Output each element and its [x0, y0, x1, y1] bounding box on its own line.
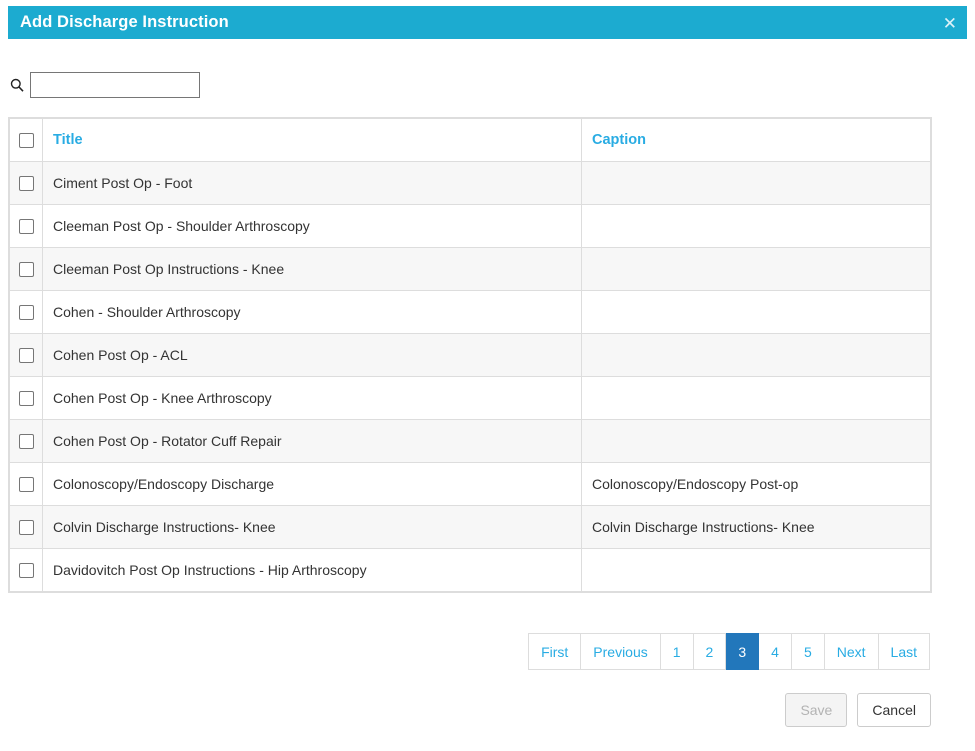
discharge-instruction-table [8, 117, 932, 593]
row-checkbox[interactable] [19, 219, 34, 234]
search-input[interactable] [30, 72, 200, 98]
row-checkbox[interactable] [19, 176, 34, 191]
table-row[interactable] [10, 334, 931, 377]
row-caption: Colonoscopy/Endoscopy Post-op [582, 463, 931, 506]
row-checkbox[interactable] [19, 262, 34, 277]
row-checkbox[interactable] [19, 563, 34, 578]
row-caption [582, 291, 931, 334]
pagination-next[interactable]: Next [825, 633, 879, 670]
column-header-caption[interactable]: Caption [582, 119, 931, 162]
row-checkbox[interactable] [19, 477, 34, 492]
pagination-page-3[interactable]: 3 [726, 633, 759, 670]
pagination-page-2[interactable]: 2 [694, 633, 727, 670]
row-title: Cohen Post Op - ACL [43, 334, 582, 377]
pagination-last[interactable]: Last [879, 633, 930, 670]
row-caption [582, 162, 931, 205]
pagination-page-5[interactable]: 5 [792, 633, 825, 670]
row-select-cell [10, 291, 43, 334]
pagination-page-4[interactable]: 4 [759, 633, 792, 670]
row-checkbox[interactable] [19, 348, 34, 363]
row-select-cell [10, 162, 43, 205]
pagination-page-1[interactable]: 1 [661, 633, 694, 670]
row-caption [582, 420, 931, 463]
select-all-header [10, 119, 43, 162]
row-select-cell [10, 549, 43, 592]
column-header-title[interactable]: Title [43, 119, 582, 162]
table-body [10, 162, 931, 592]
save-button[interactable]: Save [785, 693, 847, 727]
row-checkbox[interactable] [19, 391, 34, 406]
close-icon[interactable]: ✕ [942, 14, 957, 33]
table-row[interactable] [10, 506, 931, 549]
table-row[interactable] [10, 162, 931, 205]
page-title: Add Discharge Instruction [20, 13, 229, 31]
row-select-cell [10, 506, 43, 549]
table-row[interactable] [10, 463, 931, 506]
row-title: Cohen Post Op - Rotator Cuff Repair [43, 420, 582, 463]
row-title: Cohen Post Op - Knee Arthroscopy [43, 377, 582, 420]
row-title: Davidovitch Post Op Instructions - Hip Arthroscopy [43, 549, 582, 592]
pagination [528, 633, 930, 670]
pagination-previous[interactable]: Previous [581, 633, 660, 670]
row-title: Cleeman Post Op - Shoulder Arthroscopy [43, 205, 582, 248]
table-row[interactable] [10, 420, 931, 463]
row-select-cell [10, 334, 43, 377]
row-caption [582, 549, 931, 592]
row-select-cell [10, 205, 43, 248]
row-caption [582, 248, 931, 291]
row-select-cell [10, 377, 43, 420]
row-caption [582, 377, 931, 420]
dialog-footer [785, 693, 931, 727]
row-caption [582, 334, 931, 377]
row-select-cell [10, 463, 43, 506]
dialog-header [8, 6, 967, 39]
pagination-first[interactable]: First [528, 633, 581, 670]
row-title: Colvin Discharge Instructions- Knee [43, 506, 582, 549]
table-header-row [10, 119, 931, 162]
row-checkbox[interactable] [19, 520, 34, 535]
table-row[interactable] [10, 549, 931, 592]
row-title: Cleeman Post Op Instructions - Knee [43, 248, 582, 291]
row-select-cell [10, 420, 43, 463]
row-title: Colonoscopy/Endoscopy Discharge [43, 463, 582, 506]
cancel-button[interactable]: Cancel [857, 693, 931, 727]
table-row[interactable] [10, 291, 931, 334]
table-row[interactable] [10, 248, 931, 291]
row-caption: Colvin Discharge Instructions- Knee [582, 506, 931, 549]
search-row [8, 72, 200, 98]
row-title: Ciment Post Op - Foot [43, 162, 582, 205]
select-all-checkbox[interactable] [19, 133, 34, 148]
table-row[interactable] [10, 377, 931, 420]
row-title: Cohen - Shoulder Arthroscopy [43, 291, 582, 334]
row-select-cell [10, 248, 43, 291]
row-checkbox[interactable] [19, 434, 34, 449]
row-checkbox[interactable] [19, 305, 34, 320]
row-caption [582, 205, 931, 248]
table-row[interactable] [10, 205, 931, 248]
search-icon [8, 75, 26, 95]
